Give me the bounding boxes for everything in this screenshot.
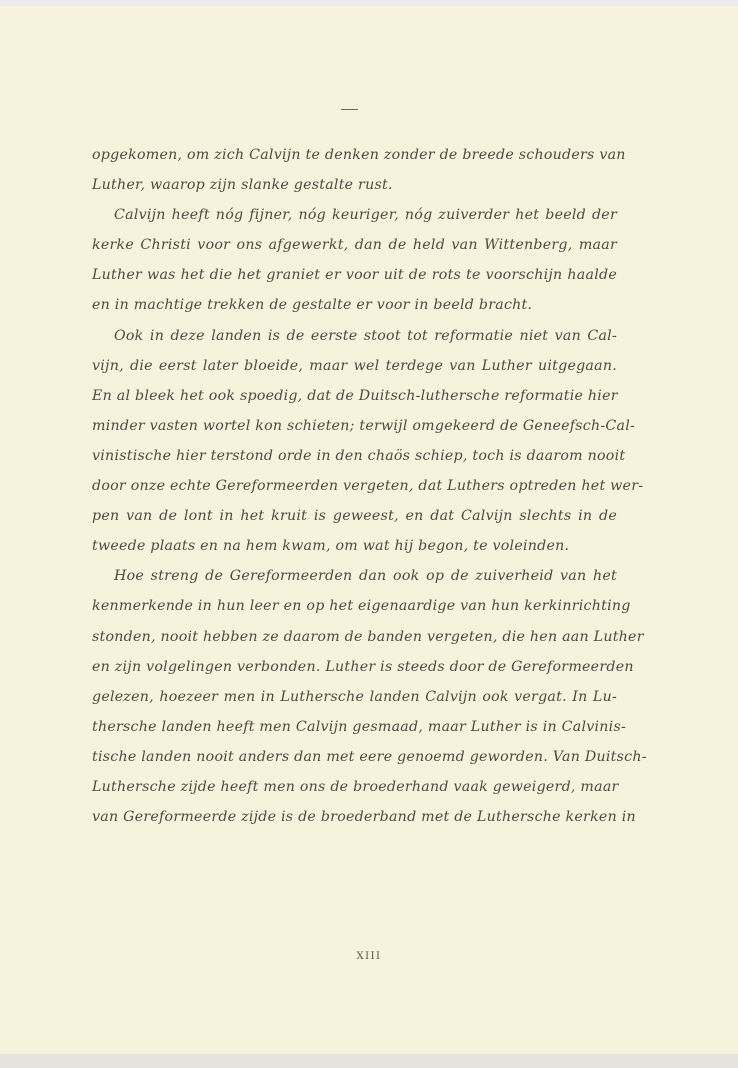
text-line: en in machtige trekken de gestalte er voor in beeld bracht. [92, 297, 533, 314]
text-line: minder vasten wortel kon schieten; terwijl omgekeerd de Geneefsch-Cal- [92, 417, 636, 434]
text-line: en zijn volgelingen verbonden. Luther is steeds door de Gereformeerden [92, 658, 634, 675]
text-line: tische landen nooit anders dan met eere genoemd geworden. Van Duitsch- [92, 748, 647, 765]
text-line: pen van de lont in het kruit is geweest, en dat Calvijn slechts in de [92, 508, 617, 525]
text-line: vinistische hier terstond orde in den chaös schiep, toch is daarom nooit [92, 447, 626, 464]
text-line: kerke Christi voor ons afgewerkt, dan de held van Wittenberg, maar [92, 237, 617, 254]
text-line: vijn, die eerst later bloeide, maar wel terdege van Luther uitgegaan. [92, 357, 617, 374]
text-line: van Gereformeerde zijde is de broederband met de Luthersche kerken in [92, 809, 636, 826]
body-text [92, 140, 647, 832]
text-line: Calvijn heeft nóg fijner, nóg keuriger, nóg zuiverder het beeld der [114, 207, 617, 224]
text-line: stonden, nooit hebben ze daarom de banden vergeten, die hen aan Luther [92, 628, 644, 645]
text-line: kenmerkende in hun leer en op het eigenaardige van hun kerkinrichting [92, 598, 631, 615]
text-line: Ook in deze landen is de eerste stoot tot reformatie niet van Cal- [114, 327, 617, 344]
text-line: Luther, waarop zijn slanke gestalte rust. [92, 177, 393, 194]
text-line: En al bleek het ook spoedig, dat de Duitsch-luthersche reformatie hier [92, 387, 618, 404]
text-line: Luthersche zijde heeft men ons de broederhand vaak geweigerd, maar [92, 778, 619, 795]
text-line: Luther was het die het graniet er voor uit de rots te voorschijn haalde [92, 267, 617, 284]
text-line: Hoe streng de Gereformeerden dan ook op de zuiverheid van het [114, 568, 617, 585]
text-line: door onze echte Gereformeerden vergeten, dat Luthers optreden het wer- [92, 478, 644, 495]
text-line: opgekomen, om zich Calvijn te denken zonder de breede schouders van [92, 147, 626, 163]
text-line: gelezen, hoezeer men in Luthersche landen Calvijn ook vergat. In Lu- [92, 688, 617, 705]
ornament-dash [341, 109, 358, 110]
text-line: thersche landen heeft men Calvijn gesmaad, maar Luther is in Calvinis- [92, 718, 627, 735]
text-line: tweede plaats en na hem kwam, om wat hij begon, te voleinden. [92, 538, 570, 555]
page-number: XIII [356, 951, 382, 962]
